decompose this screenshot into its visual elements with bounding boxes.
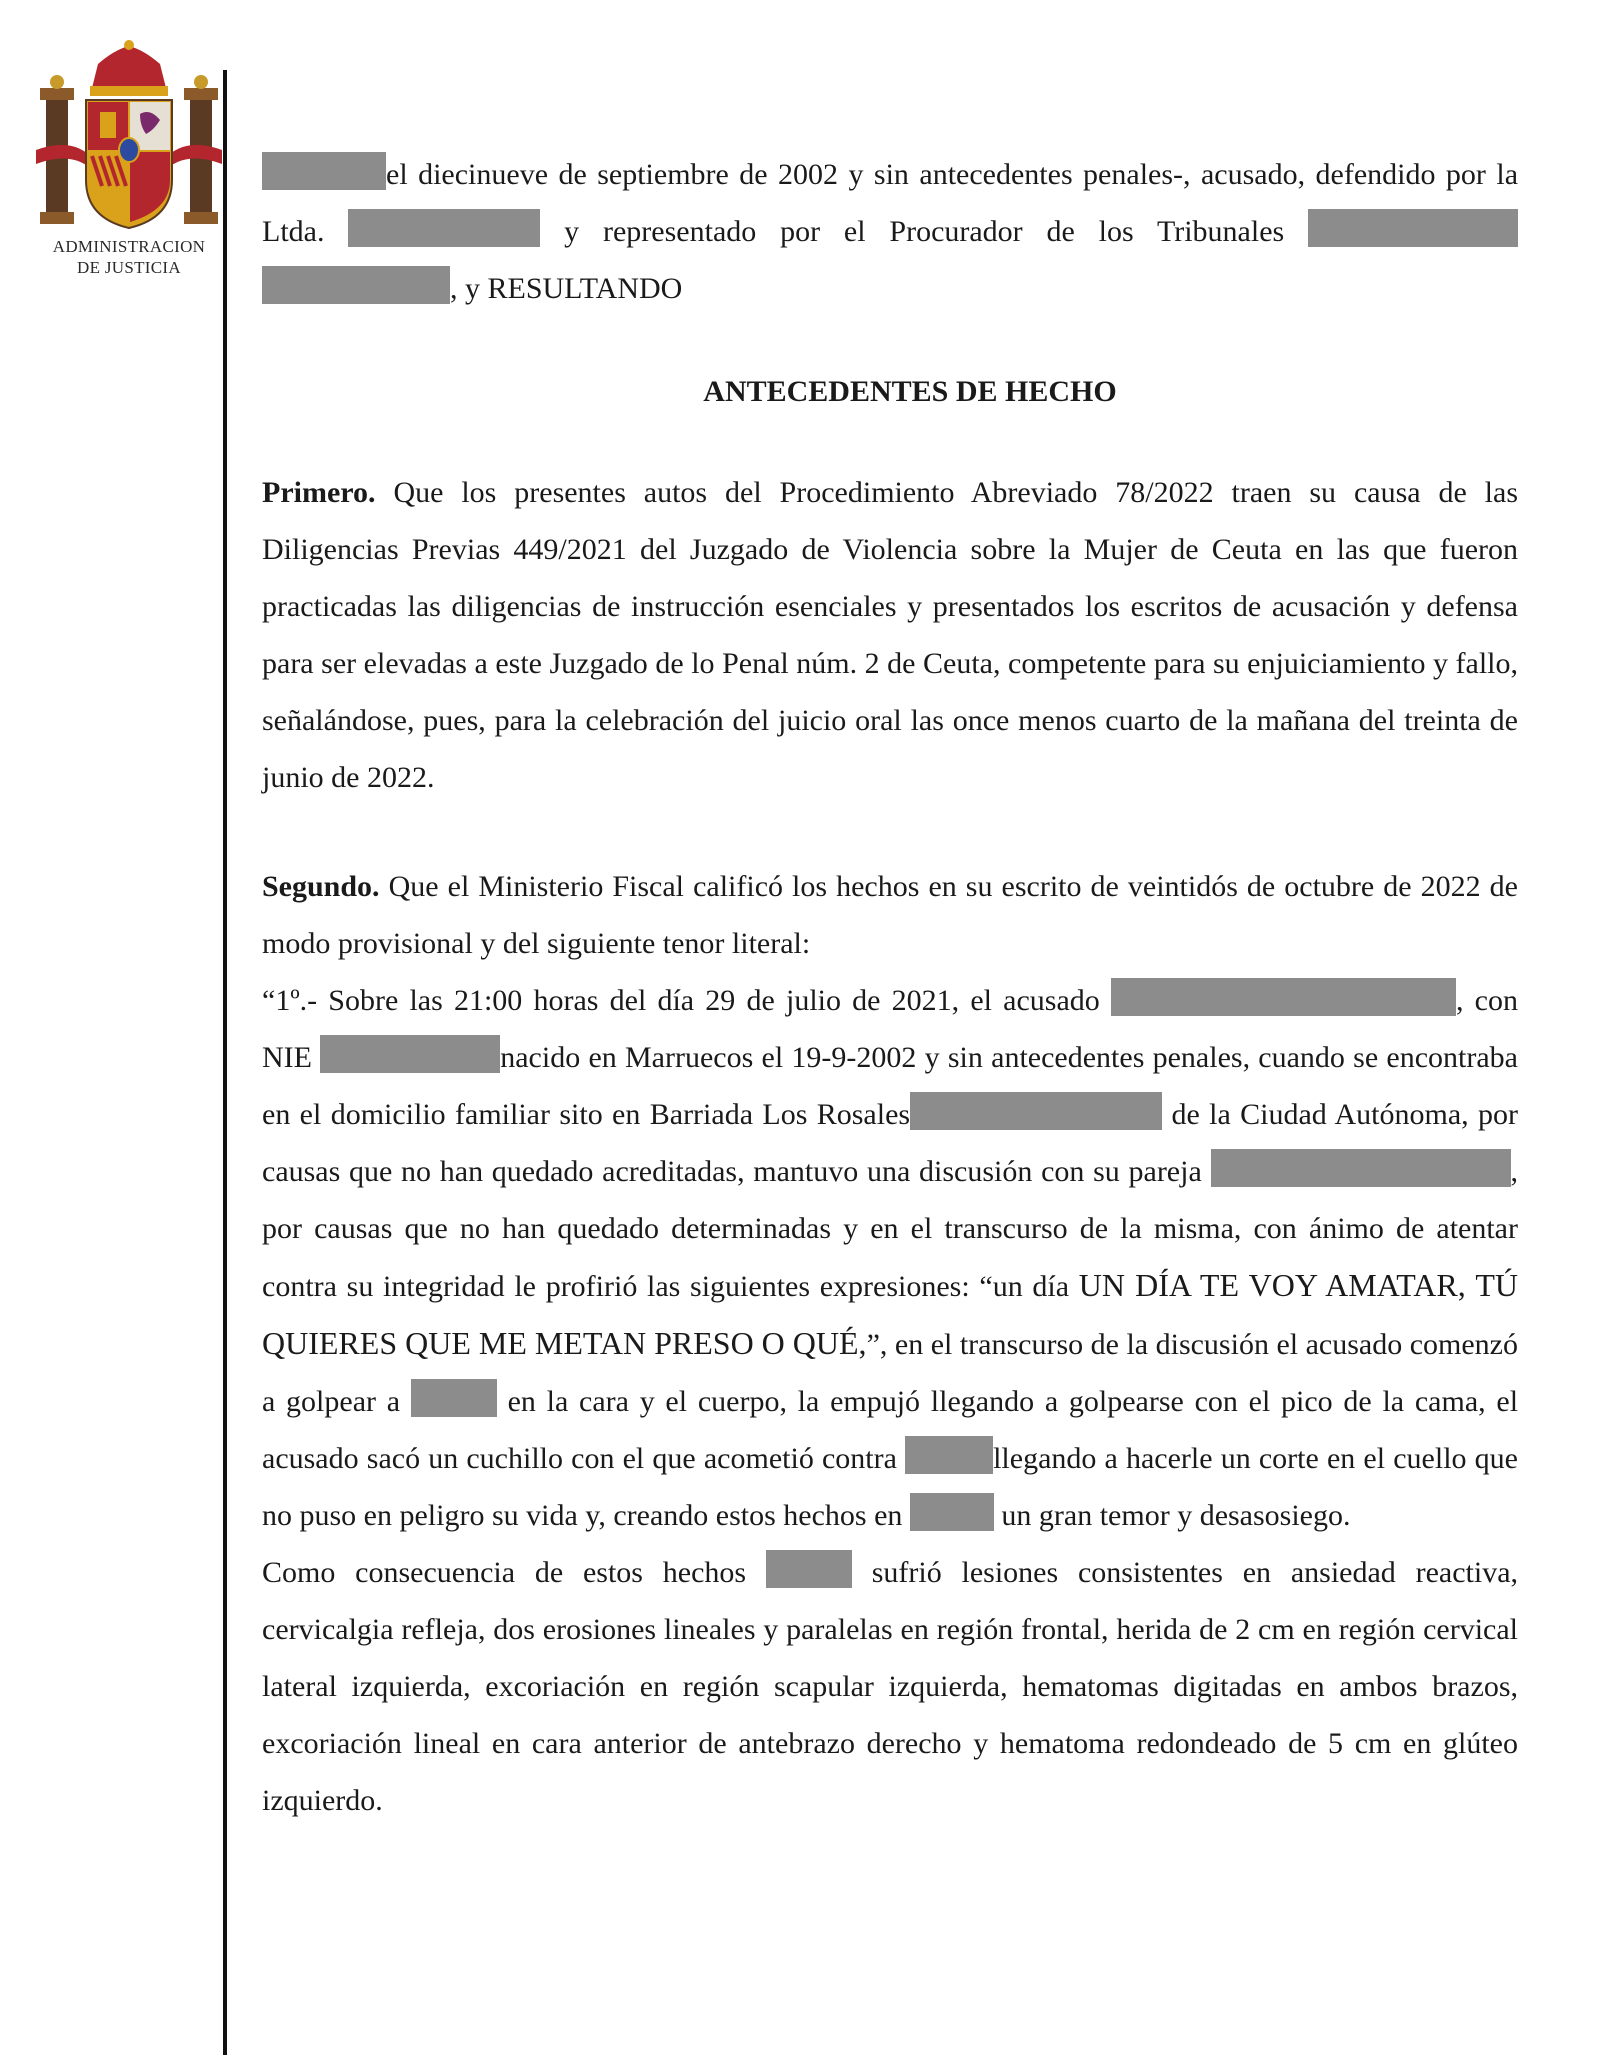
redaction-block bbox=[411, 1379, 497, 1417]
redaction-block bbox=[1111, 978, 1456, 1016]
quote-part-4: de la Ciudad Autónoma, por causas que no han quedado acreditadas, mantuvo una discusión con su pareja bbox=[262, 1098, 1518, 1188]
redaction-block bbox=[905, 1436, 993, 1474]
segundo-text: Que el Ministerio Fiscal calificó los hechos en su escrito de veintidós de octubre de 2022 de modo provisional y del siguiente tenor literal: bbox=[262, 870, 1518, 960]
quote-part-5: , por causas que no han quedado determinadas y en el transcurso de la misma, con ánimo de atentar contra su integridad le profirió las siguientes expresiones: “un día bbox=[262, 1155, 1518, 1303]
redaction-block bbox=[910, 1493, 994, 1531]
court-emblem bbox=[34, 40, 224, 280]
primero-text: Que los presentes autos del Procedimiento Abreviado 78/2022 traen su causa de las Diligencias Previas 449/2021 del Juzgado de Violencia sobre la Mujer de Ceuta en las que fueron practicadas las diligencias de instrucción esenciales y presentados los escritos de acusación y defensa para ser elevadas a este Juzgado de lo Penal núm. 2 de Ceuta, competente para su enjuiciamiento y fallo, señalándose, pues, para la celebración del juicio oral las once menos cuarto de la mañana del treinta de junio de 2022. bbox=[262, 476, 1518, 794]
redaction-block bbox=[262, 266, 450, 304]
quote-part-3: nacido en Marruecos el 19-9-2002 y sin antecedentes penales, cuando se encontraba en el domicilio familiar sito en Barriada Los Rosales bbox=[262, 1041, 1518, 1131]
paragraph-segundo bbox=[262, 858, 1518, 972]
segundo-label: Segundo. bbox=[262, 870, 380, 903]
section-heading: ANTECEDENTES DE HECHO bbox=[703, 375, 1117, 408]
quote-part-7: en la cara y el cuerpo, la empujó llegando a golpearse con el pico de la cama, el acusado sacó un cuchillo con el que acometió contra bbox=[262, 1385, 1519, 1475]
quoted-threat: UN DÍA TE VOY AMATAR, TÚ QUIERES QUE ME METAN PRESO O QUÉ, bbox=[262, 1267, 1519, 1361]
intro-paragraph bbox=[262, 146, 1518, 317]
primero-label: Primero. bbox=[262, 476, 376, 509]
quote-part-1: “1º.- Sobre las 21:00 horas del día 29 de julio de 2021, el acusado bbox=[262, 984, 1100, 1017]
emblem-caption-line2: DE JUSTICIA bbox=[77, 258, 181, 277]
redaction-block bbox=[1308, 209, 1518, 247]
redaction-block bbox=[320, 1035, 500, 1073]
intro-line3: , y RESULTANDO bbox=[450, 272, 683, 305]
coat-of-arms-icon bbox=[34, 40, 224, 235]
redaction-block bbox=[262, 152, 386, 190]
paragraph-quote bbox=[262, 972, 1518, 1544]
document-body bbox=[262, 146, 1518, 1829]
intro-line2-a: por la Ltda. bbox=[262, 158, 1519, 248]
intro-line2-b: y representado por el Procurador de los Tribunales bbox=[564, 215, 1285, 248]
redaction-block bbox=[348, 209, 540, 247]
consecuencia-part-1: Como consecuencia de estos hechos bbox=[262, 1556, 747, 1589]
quote-part-9: un gran temor y desasosiego. bbox=[1001, 1499, 1351, 1532]
paragraph-consecuencia bbox=[262, 1544, 1518, 1829]
consecuencia-part-2: sufrió lesiones consistentes en ansiedad reactiva, cervicalgia refleja, dos erosiones lineales y paralelas en región frontal, herida de 2 cm en región cervical lateral izquierda, excoriación en región scapular izquierda, hematomas digitadas en ambos brazos, excoriación lineal en cara anterior de antebrazo derecho y hematoma redondeado de 5 cm en glúteo izquierdo. bbox=[262, 1556, 1519, 1817]
redaction-block bbox=[766, 1550, 852, 1588]
redaction-block bbox=[910, 1092, 1162, 1130]
intro-line1: el diecinueve de septiembre de 2002 y sin antecedentes penales-, acusado, defendido bbox=[386, 158, 1436, 191]
redaction-block bbox=[1211, 1149, 1511, 1187]
emblem-caption-line1: ADMINISTRACION bbox=[52, 237, 206, 256]
quote-part-8: llegando a hacerle un corte en el cuello que no puso en peligro su vida y, creando estos hechos en bbox=[262, 1442, 1518, 1532]
margin-rule bbox=[223, 70, 227, 2055]
quote-part-2: , con NIE bbox=[262, 984, 1518, 1074]
paragraph-primero bbox=[262, 464, 1518, 806]
quote-part-6: ”, en el transcurso de la discusión el acusado comenzó a golpear a bbox=[262, 1328, 1519, 1418]
